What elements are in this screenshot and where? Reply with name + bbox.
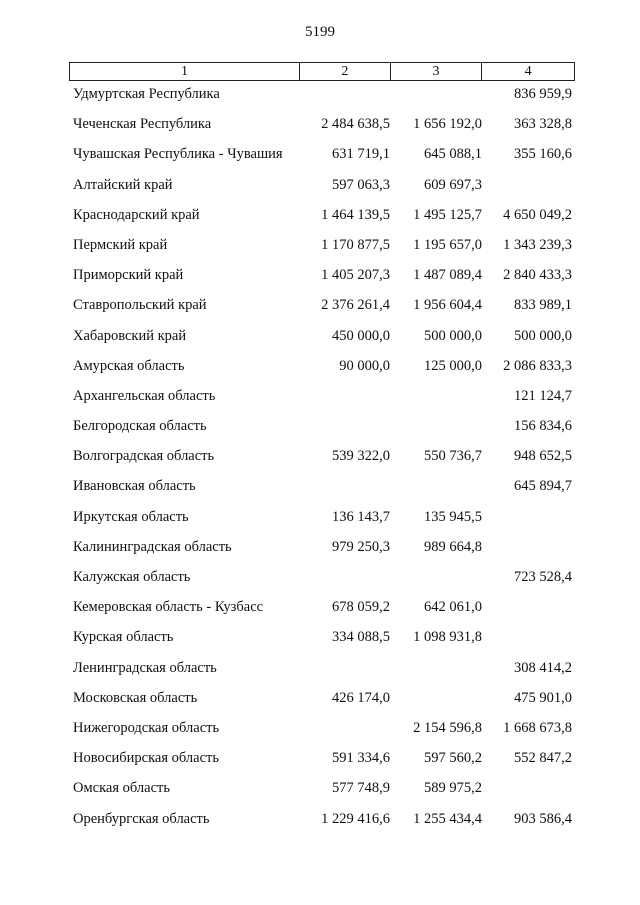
table-row bbox=[0, 206, 640, 236]
table-row bbox=[0, 598, 640, 628]
value-column-2-cell: 979 250,3 bbox=[332, 538, 390, 555]
table-body bbox=[0, 85, 640, 840]
value-column-4-cell: 552 847,2 bbox=[514, 750, 572, 767]
value-column-3-cell: 550 736,7 bbox=[424, 448, 482, 465]
value-column-3-cell: 1 195 657,0 bbox=[413, 236, 482, 253]
column-header-3: 3 bbox=[391, 63, 483, 80]
value-column-4-cell: 836 959,9 bbox=[514, 86, 572, 102]
value-column-4-cell: 500 000,0 bbox=[514, 327, 572, 344]
value-column-4-cell: 355 160,6 bbox=[514, 146, 572, 163]
value-column-3-cell: 989 664,8 bbox=[424, 538, 482, 555]
value-column-3-cell: 1 656 192,0 bbox=[413, 116, 482, 133]
value-column-2-cell: 678 059,2 bbox=[332, 599, 390, 616]
table-row bbox=[0, 719, 640, 749]
region-name-cell: Чувашская Республика - Чувашия bbox=[73, 146, 283, 163]
value-column-3-cell: 609 697,3 bbox=[424, 176, 482, 193]
value-column-3-cell: 125 000,0 bbox=[424, 357, 482, 374]
value-column-4-cell: 903 586,4 bbox=[514, 810, 572, 827]
column-header-4: 4 bbox=[524, 64, 532, 79]
value-column-3-cell: 1 487 089,4 bbox=[413, 267, 482, 284]
value-column-3-cell: 1 956 604,4 bbox=[413, 297, 482, 314]
value-column-4-cell: 833 989,1 bbox=[514, 297, 572, 314]
value-column-4-cell: 645 894,7 bbox=[514, 478, 572, 495]
region-name-cell: Алтайский край bbox=[73, 176, 173, 193]
table-row bbox=[0, 749, 640, 779]
table-row bbox=[0, 417, 640, 447]
table-row bbox=[0, 296, 640, 326]
table-row bbox=[0, 810, 640, 840]
table-row bbox=[0, 689, 640, 719]
table-row bbox=[0, 115, 640, 145]
table-row bbox=[0, 145, 640, 175]
region-name-cell: Удмуртская Республика bbox=[73, 86, 220, 102]
value-column-2-cell: 1 229 416,6 bbox=[321, 810, 390, 827]
value-column-3-cell: 589 975,2 bbox=[424, 780, 482, 797]
value-column-2-cell: 136 143,7 bbox=[332, 508, 390, 525]
region-name-cell: Курская область bbox=[73, 629, 174, 646]
value-column-3-cell: 500 000,0 bbox=[424, 327, 482, 344]
table-row bbox=[0, 628, 640, 658]
region-name-cell: Чеченская Республика bbox=[73, 116, 212, 133]
value-column-2-cell: 1 464 139,5 bbox=[321, 206, 390, 223]
region-name-cell: Ивановская область bbox=[73, 478, 196, 495]
column-header-1: 1 bbox=[70, 63, 300, 80]
value-column-2-cell: 631 719,1 bbox=[332, 146, 390, 163]
column-header-2: 2 bbox=[300, 63, 391, 80]
value-column-4-cell: 4 650 049,2 bbox=[503, 206, 572, 223]
value-column-3-cell: 1 495 125,7 bbox=[413, 206, 482, 223]
value-column-4-cell: 948 652,5 bbox=[514, 448, 572, 465]
region-name-cell: Нижегородская область bbox=[73, 719, 220, 736]
table-row bbox=[0, 266, 640, 296]
region-name-cell: Московская область bbox=[73, 689, 198, 706]
value-column-2-cell: 597 063,3 bbox=[332, 176, 390, 193]
region-name-cell: Волгоградская область bbox=[73, 448, 215, 465]
value-column-4-cell: 2 840 433,3 bbox=[503, 267, 572, 284]
table-row bbox=[0, 176, 640, 206]
value-column-3-cell: 1 255 434,4 bbox=[413, 810, 482, 827]
value-column-4-cell: 475 901,0 bbox=[514, 689, 572, 706]
table-column-header bbox=[69, 62, 575, 81]
value-column-4-cell: 121 124,7 bbox=[514, 387, 572, 404]
region-name-cell: Архангельская область bbox=[73, 387, 216, 404]
region-name-cell: Ставропольский край bbox=[73, 297, 207, 314]
value-column-3-cell: 1 098 931,8 bbox=[413, 629, 482, 646]
region-name-cell: Кемеровская область - Кузбасс bbox=[73, 599, 264, 616]
region-name-cell: Калужская область bbox=[73, 569, 191, 585]
page-number: 5199 bbox=[305, 24, 335, 40]
region-name-cell: Омская область bbox=[73, 780, 170, 797]
table-row bbox=[0, 85, 640, 115]
region-name-cell: Калининградская область bbox=[73, 538, 232, 555]
value-column-4-cell: 723 528,4 bbox=[514, 569, 572, 585]
table-row bbox=[0, 508, 640, 538]
value-column-2-cell: 2 376 261,4 bbox=[321, 297, 390, 314]
region-name-cell: Амурская область bbox=[73, 357, 185, 374]
value-column-3-cell: 645 088,1 bbox=[424, 146, 482, 163]
value-column-4-cell: 308 414,2 bbox=[514, 659, 572, 676]
region-name-cell: Оренбургская область bbox=[73, 810, 210, 827]
value-column-2-cell: 2 484 638,5 bbox=[321, 116, 390, 133]
region-name-cell: Белгородская область bbox=[73, 418, 207, 435]
value-column-2-cell: 334 088,5 bbox=[332, 629, 390, 646]
table-row bbox=[0, 779, 640, 809]
value-column-3-cell: 2 154 596,8 bbox=[413, 719, 482, 736]
value-column-2-cell: 577 748,9 bbox=[332, 780, 390, 797]
table-row bbox=[0, 477, 640, 507]
region-name-cell: Ленинградская область bbox=[73, 659, 217, 676]
value-column-2-cell: 1 170 877,5 bbox=[321, 236, 390, 253]
region-name-cell: Пермский край bbox=[73, 236, 168, 253]
value-column-3-cell: 135 945,5 bbox=[424, 508, 482, 525]
region-name-cell: Хабаровский край bbox=[73, 327, 187, 344]
table-row bbox=[0, 659, 640, 689]
value-column-3-cell: 597 560,2 bbox=[424, 750, 482, 767]
region-name-cell: Приморский край bbox=[73, 267, 184, 284]
value-column-2-cell: 90 000,0 bbox=[339, 357, 390, 374]
table-row bbox=[0, 568, 640, 598]
table-row bbox=[0, 387, 640, 417]
region-name-cell: Краснодарский край bbox=[73, 206, 200, 223]
value-column-2-cell: 426 174,0 bbox=[332, 689, 390, 706]
value-column-4-cell: 156 834,6 bbox=[514, 418, 572, 435]
table-row bbox=[0, 327, 640, 357]
value-column-2-cell: 1 405 207,3 bbox=[321, 267, 390, 284]
value-column-2-cell: 591 334,6 bbox=[332, 750, 390, 767]
value-column-4-cell: 2 086 833,3 bbox=[503, 357, 572, 374]
value-column-4-cell: 1 668 673,8 bbox=[503, 719, 572, 736]
table-row bbox=[0, 357, 640, 387]
value-column-3-cell: 642 061,0 bbox=[424, 599, 482, 616]
table-row bbox=[0, 236, 640, 266]
value-column-4-cell: 1 343 239,3 bbox=[503, 236, 572, 253]
table-row bbox=[0, 447, 640, 477]
value-column-2-cell: 539 322,0 bbox=[332, 448, 390, 465]
value-column-4-cell: 363 328,8 bbox=[514, 116, 572, 133]
table-row bbox=[0, 538, 640, 568]
region-name-cell: Иркутская область bbox=[73, 508, 189, 525]
value-column-2-cell: 450 000,0 bbox=[332, 327, 390, 344]
region-name-cell: Новосибирская область bbox=[73, 750, 219, 767]
